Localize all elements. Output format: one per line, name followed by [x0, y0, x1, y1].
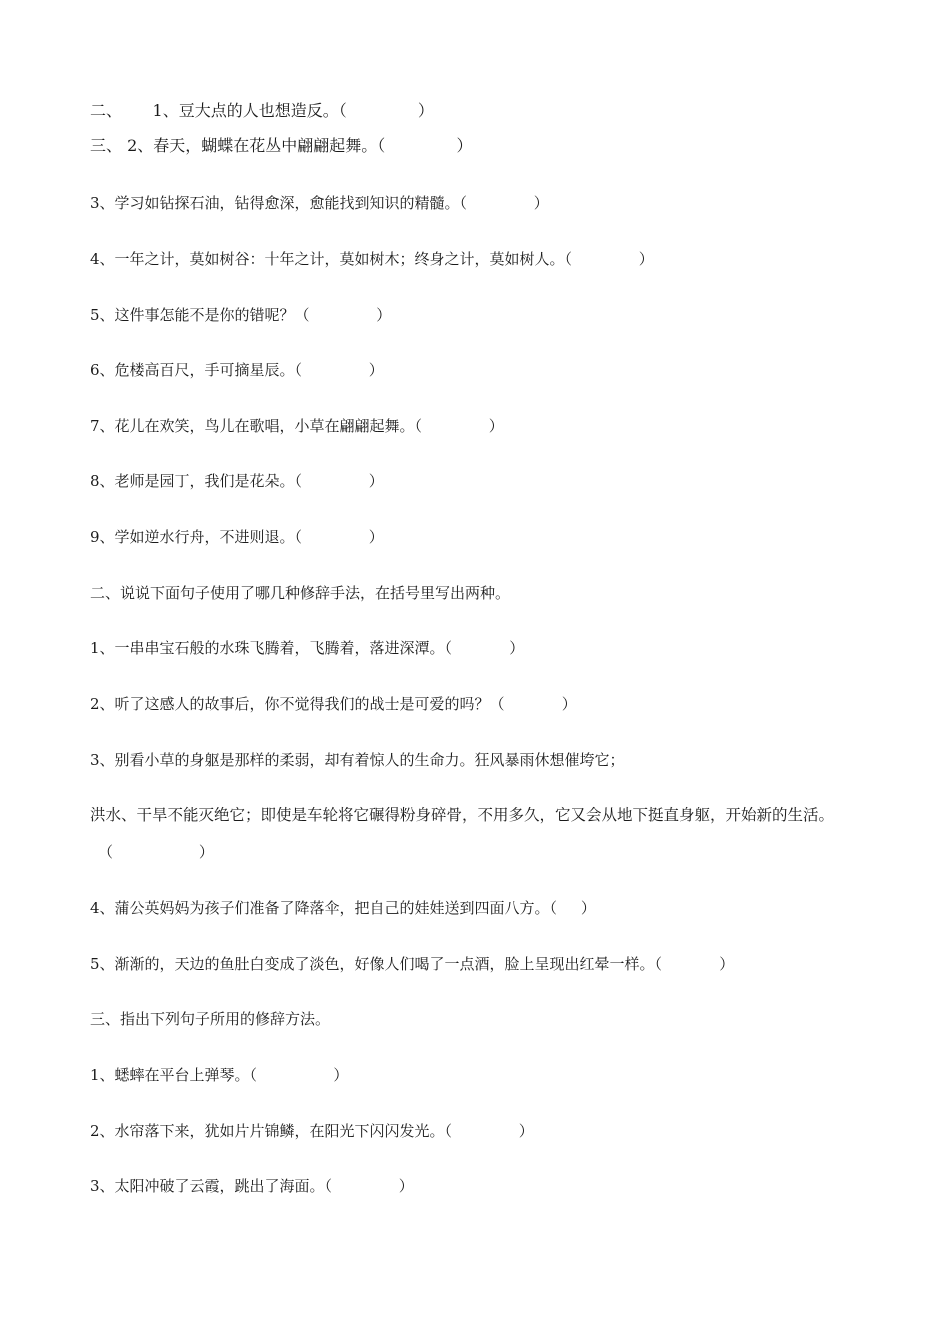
question-line: 9、学如逆水行舟，不进则退。（ ）	[90, 528, 384, 546]
question-line: 3、太阳冲破了云霞，跳出了海面。（ ）	[90, 1177, 414, 1195]
question-line: 7、花儿在欢笑，鸟儿在歌唱，小草在翩翩起舞。（ ）	[90, 417, 504, 435]
question-line: 三、指出下列句子所用的修辞方法。	[90, 1010, 331, 1028]
question-line: 4、一年之计，莫如树谷：十年之计，莫如树木；终身之计，莫如树人。（ ）	[90, 250, 654, 268]
question-line: 二、说说下面句子使用了哪几种修辞手法，在括号里写出两种。	[90, 584, 511, 602]
question-line: 1、蟋蟀在平台上弹琴。（ ）	[90, 1066, 349, 1084]
question-line: 2、水帘落下来，犹如片片锦鳞，在阳光下闪闪发光。（ ）	[90, 1122, 534, 1140]
question-line: 5、渐渐的，天边的鱼肚白变成了淡色，好像人们喝了一点酒，脸上呈现出红晕一样。（ ）	[90, 955, 735, 973]
question-line: 三、 2、春天，蝴蝶在花丛中翩翩起舞。（ ）	[90, 136, 473, 155]
answer-bracket: （ ）	[98, 843, 214, 861]
question-line: 3、别看小草的身躯是那样的柔弱，却有着惊人的生命力。狂风暴雨休想催垮它；	[90, 751, 625, 769]
question-line: 8、老师是园丁，我们是花朵。（ ）	[90, 472, 384, 490]
question-line: 1、一串串宝石般的水珠飞腾着，飞腾着，落进深潭。（ ）	[90, 639, 525, 657]
question-line: 3、学习如钻探石油，钻得愈深，愈能找到知识的精髓。（ ）	[90, 194, 549, 212]
question-line: 6、危楼高百尺，手可摘星辰。（ ）	[90, 361, 384, 379]
question-line: 洪水、干旱不能灭绝它；即使是车轮将它碾得粉身碎骨，不用多久，它又会从地下挺直身躯，开始新的生活。	[90, 806, 835, 824]
question-line: 二、 1、豆大点的人也想造反。（ ）	[90, 101, 434, 120]
question-line: 2、听了这感人的故事后，你不觉得我们的战士是可爱的吗？（ ）	[90, 695, 577, 713]
question-line: 5、这件事怎能不是你的错呢？（ ）	[90, 306, 392, 324]
question-line: 4、蒲公英妈妈为孩子们准备了降落伞，把自己的娃娃送到四面八方。（ ）	[90, 899, 596, 917]
